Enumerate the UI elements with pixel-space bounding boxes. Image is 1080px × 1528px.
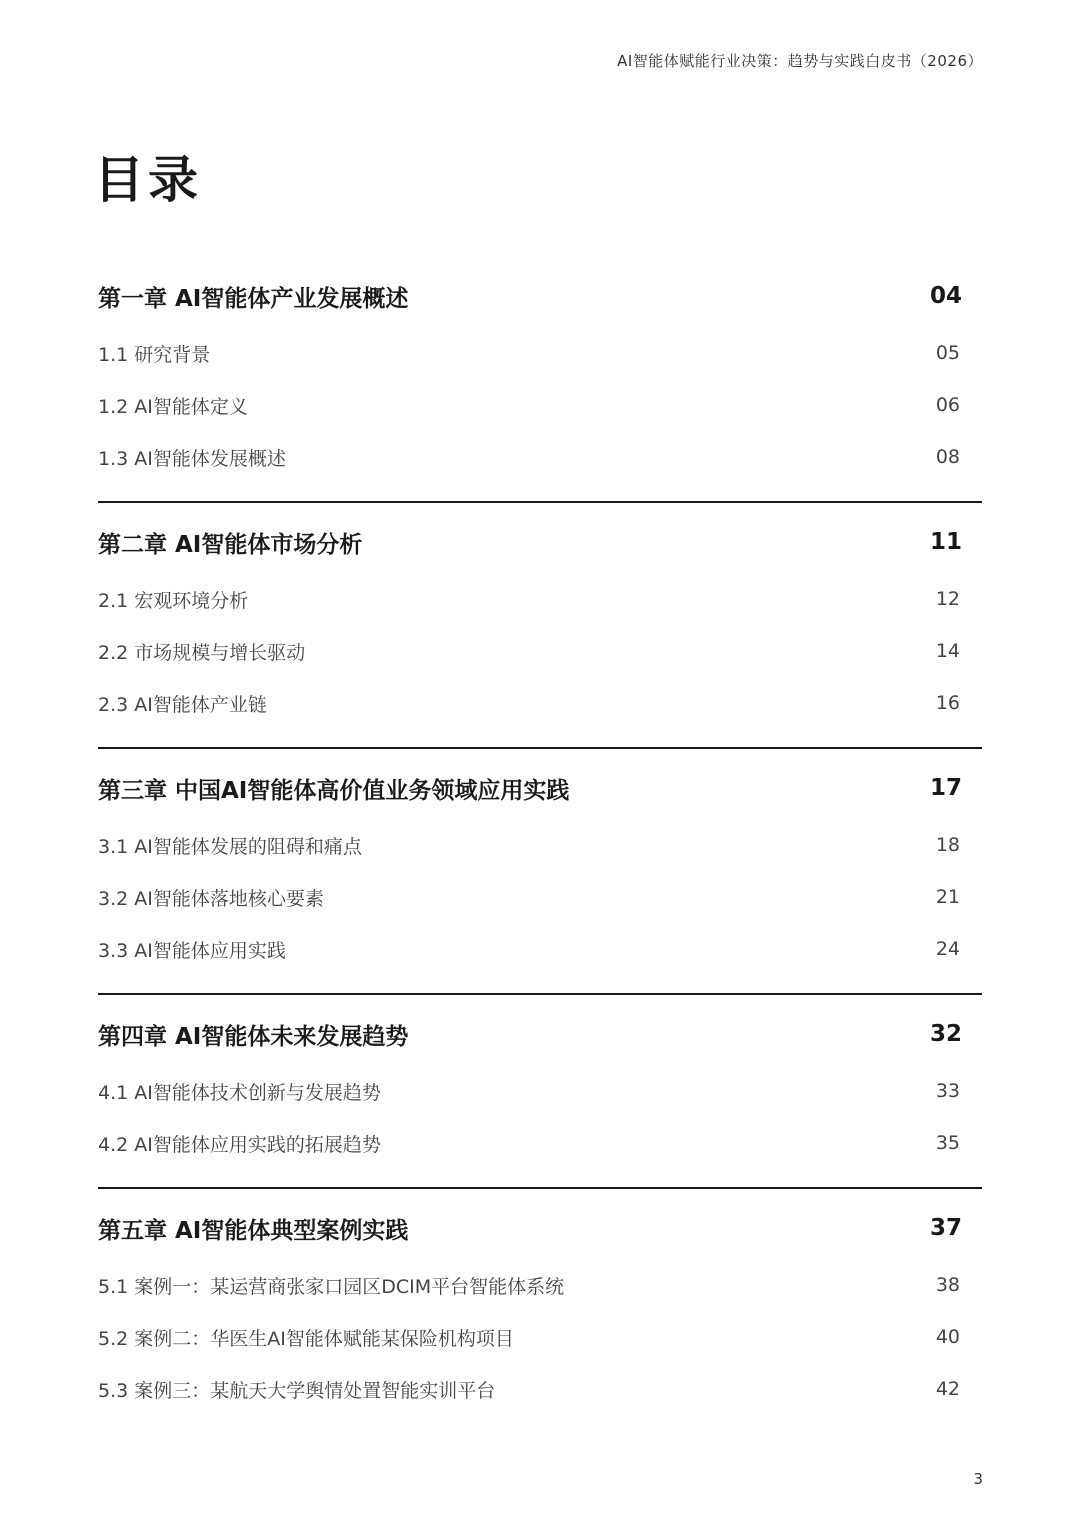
section-title: 1.1 研究背景 bbox=[98, 343, 211, 366]
running-header: AI智能体赋能行业决策：趋势与实践白皮书（2026） bbox=[617, 52, 983, 70]
section-title: 2.1 宏观环境分析 bbox=[98, 589, 249, 612]
section-row[interactable] bbox=[98, 1259, 982, 1311]
section-title: 3.1 AI智能体发展的阻碍和痛点 bbox=[98, 835, 362, 858]
chapter-row[interactable] bbox=[98, 1207, 982, 1249]
chapter-title: 第三章 中国AI智能体高价值业务领域应用实践 bbox=[98, 777, 570, 804]
section-row[interactable] bbox=[98, 1311, 982, 1363]
section-title: 5.2 案例二：华医生AI智能体赋能某保险机构项目 bbox=[98, 1327, 514, 1350]
toc-chapter-1 bbox=[98, 275, 982, 483]
page-title: 目录 bbox=[94, 151, 202, 209]
section-title: 1.3 AI智能体发展概述 bbox=[98, 447, 286, 470]
section-page-number: 42 bbox=[935, 1378, 960, 1400]
chapter-title: 第四章 AI智能体未来发展趋势 bbox=[98, 1023, 409, 1050]
section-title: 3.3 AI智能体应用实践 bbox=[98, 939, 286, 962]
section-title: 2.2 市场规模与增长驱动 bbox=[98, 641, 306, 664]
chapter-page-number: 17 bbox=[929, 775, 962, 801]
section-page-number: 24 bbox=[935, 938, 960, 960]
section-row[interactable] bbox=[98, 871, 982, 923]
section-row[interactable] bbox=[98, 923, 982, 975]
section-row[interactable] bbox=[98, 625, 982, 677]
chapter-divider bbox=[98, 1187, 982, 1189]
section-page-number: 21 bbox=[935, 886, 960, 908]
section-title: 5.3 案例三：某航天大学舆情处置智能实训平台 bbox=[98, 1379, 496, 1402]
section-row[interactable] bbox=[98, 1117, 982, 1169]
toc-chapter-4 bbox=[98, 1013, 982, 1169]
section-page-number: 40 bbox=[935, 1326, 960, 1348]
section-title: 5.1 案例一：某运营商张家口园区DCIM平台智能体系统 bbox=[98, 1275, 565, 1298]
chapter-divider bbox=[98, 501, 982, 503]
section-row[interactable] bbox=[98, 677, 982, 729]
chapter-divider bbox=[98, 993, 982, 995]
chapter-row[interactable] bbox=[98, 521, 982, 563]
chapter-divider bbox=[98, 747, 982, 749]
section-row[interactable] bbox=[98, 379, 982, 431]
section-title: 4.1 AI智能体技术创新与发展趋势 bbox=[98, 1081, 381, 1104]
section-page-number: 35 bbox=[935, 1132, 960, 1154]
section-page-number: 38 bbox=[935, 1274, 960, 1296]
section-page-number: 05 bbox=[935, 342, 960, 364]
section-title: 1.2 AI智能体定义 bbox=[98, 395, 248, 418]
section-page-number: 12 bbox=[935, 588, 960, 610]
chapter-row[interactable] bbox=[98, 1013, 982, 1055]
page-number: 3 bbox=[973, 1470, 983, 1488]
toc-chapter-2 bbox=[98, 521, 982, 729]
toc-chapter-3 bbox=[98, 767, 982, 975]
section-page-number: 16 bbox=[935, 692, 960, 714]
chapter-title: 第一章 AI智能体产业发展概述 bbox=[98, 285, 409, 312]
chapter-page-number: 11 bbox=[929, 529, 962, 555]
chapter-row[interactable] bbox=[98, 275, 982, 317]
section-row[interactable] bbox=[98, 327, 982, 379]
section-page-number: 06 bbox=[935, 394, 960, 416]
chapter-page-number: 32 bbox=[929, 1021, 962, 1047]
section-row[interactable] bbox=[98, 819, 982, 871]
section-title: 4.2 AI智能体应用实践的拓展趋势 bbox=[98, 1133, 381, 1156]
chapter-page-number: 04 bbox=[929, 283, 962, 309]
section-page-number: 08 bbox=[935, 446, 960, 468]
table-of-contents bbox=[98, 275, 982, 1415]
chapter-row[interactable] bbox=[98, 767, 982, 809]
section-page-number: 33 bbox=[935, 1080, 960, 1102]
section-title: 2.3 AI智能体产业链 bbox=[98, 693, 267, 716]
chapter-title: 第五章 AI智能体典型案例实践 bbox=[98, 1217, 409, 1244]
toc-chapter-5 bbox=[98, 1207, 982, 1415]
section-title: 3.2 AI智能体落地核心要素 bbox=[98, 887, 324, 910]
section-row[interactable] bbox=[98, 1065, 982, 1117]
section-row[interactable] bbox=[98, 431, 982, 483]
chapter-title: 第二章 AI智能体市场分析 bbox=[98, 531, 363, 558]
section-row[interactable] bbox=[98, 573, 982, 625]
section-page-number: 18 bbox=[935, 834, 960, 856]
chapter-page-number: 37 bbox=[929, 1215, 962, 1241]
section-page-number: 14 bbox=[935, 640, 960, 662]
section-row[interactable] bbox=[98, 1363, 982, 1415]
